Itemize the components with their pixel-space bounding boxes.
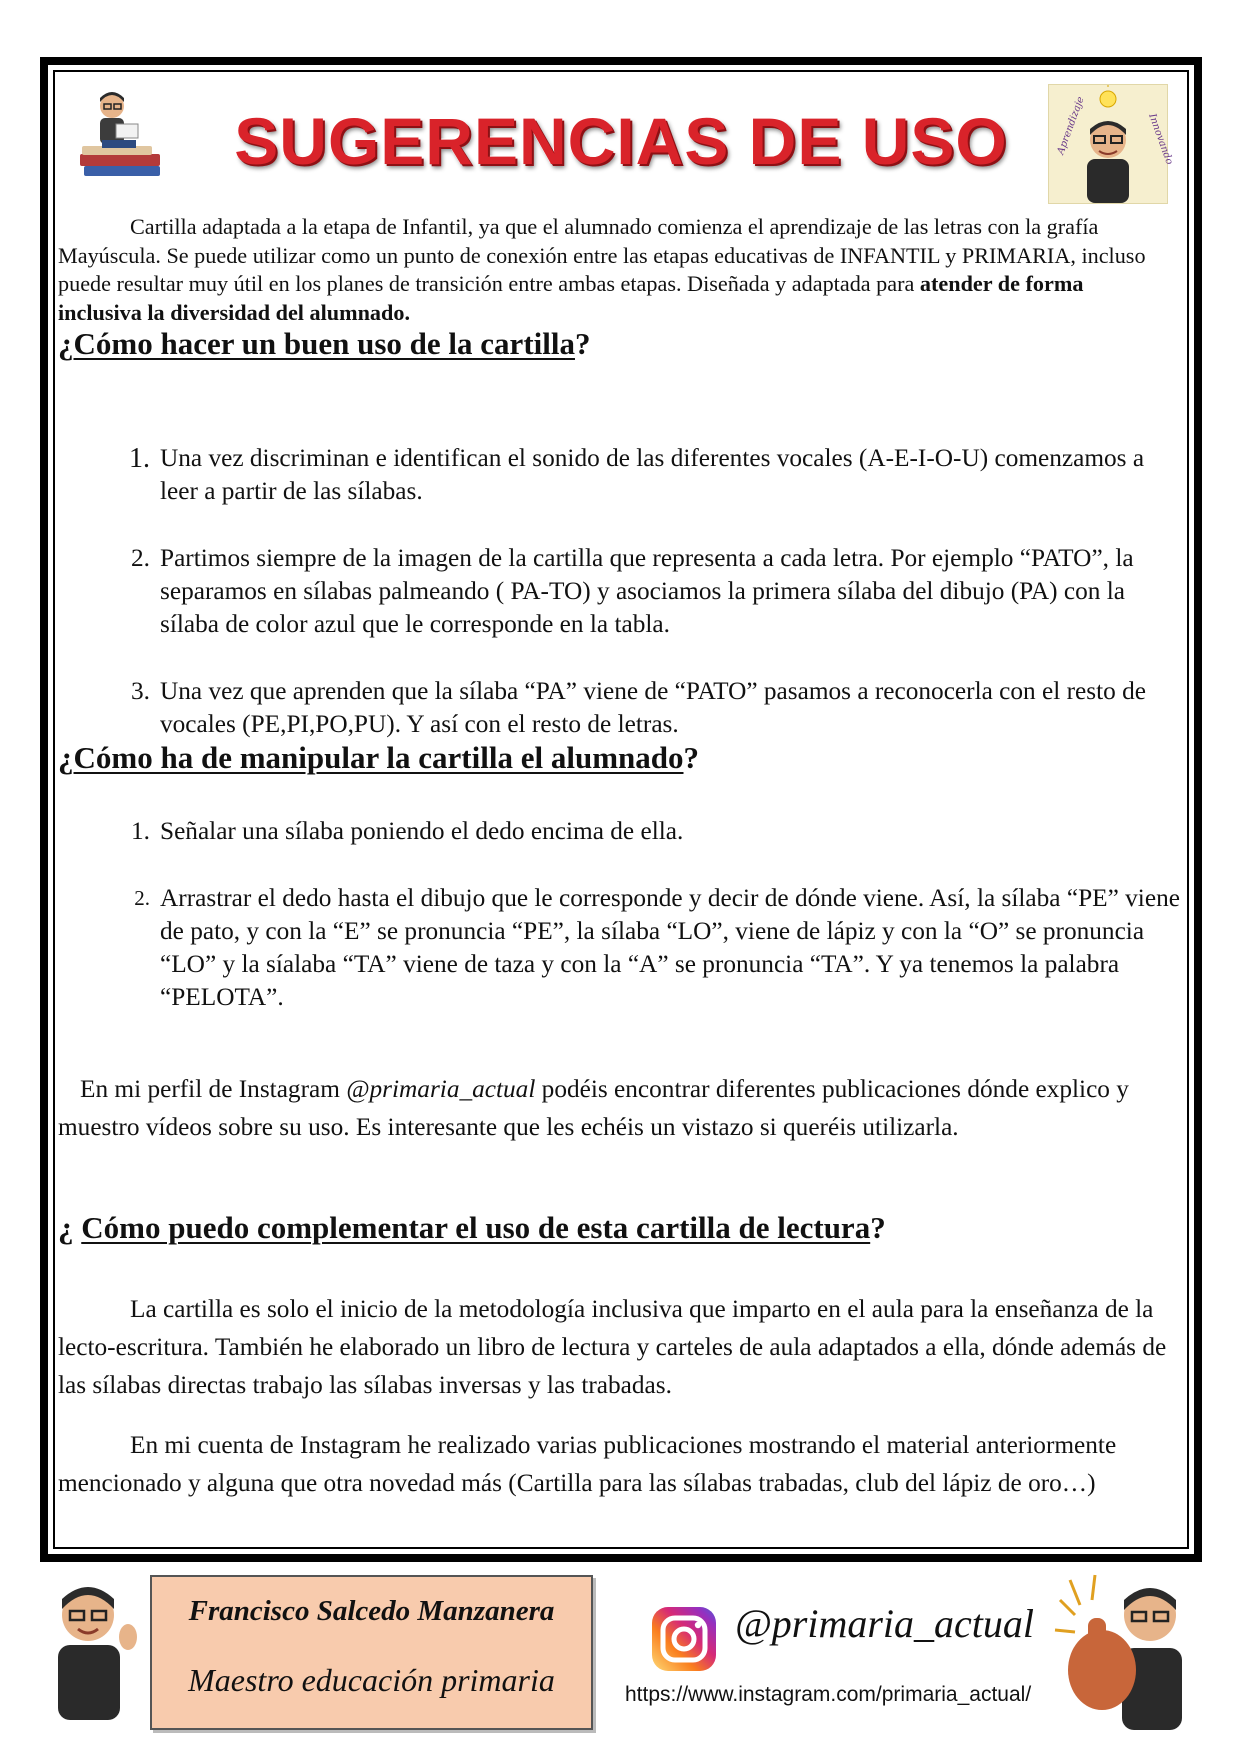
- section-2-list: [90, 882, 1180, 1014]
- bitmoji-idea-icon: [1048, 84, 1175, 204]
- section-3-text: La cartilla es solo el inicio de la metodología inclusiva que imparto en el aula para la enseñanza de la lecto-escritura. También he elaborado un libro de lectura y carteles de aula adaptados a ella, dónde además de las sílabas directas trabajo las sílabas inversas y las trabadas.: [58, 1295, 1167, 1399]
- instagram-note-text: En mi perfil de Instagram: [80, 1075, 347, 1103]
- author-role: Maestro educación primaria: [188, 1662, 555, 1698]
- instagram-url-link[interactable]: https://www.instagram.com/primaria_actual/: [625, 1683, 1032, 1706]
- section-1-heading: [58, 326, 590, 362]
- section-2-heading: [58, 740, 699, 776]
- intro-paragraph: [58, 213, 1158, 327]
- list-number: 2.: [131, 544, 150, 572]
- list-number: 1.: [131, 817, 150, 845]
- section-2-title: Cómo ha de manipular la cartilla el alumnado: [73, 740, 684, 775]
- section-3-heading: [58, 1210, 886, 1246]
- list-item-text: Arrastrar el dedo hasta el dibujo que le corresponde y decir de dónde viene. Así, la sílaba “PE” viene de pato, y con la “E” se pronuncia “PE”, la sílaba “LO”, viene de lápiz y con la “O” se pronuncia “LO” y la síalaba “TA” viene de taza y con la “A” se pronuncia “TA”. Y ya tenemos la palabra “PELOTA”.: [160, 884, 1180, 1011]
- q-open: ¿: [58, 1210, 82, 1245]
- list-item-text: Una vez discriminan e identifican el sonido de las diferentes vocales (A-E-I-O-U) comenzamos a leer a partir de las sílabas.: [160, 444, 1145, 505]
- list-item-text: Señalar una sílaba poniendo el dedo encima de ella.: [160, 817, 684, 845]
- instagram-note-text-end: podéis encontrar diferentes publicaciones dónde explico y muestro vídeos sobre su uso. Es interesante que les echéis un vistazo si queréis utilizarla.: [58, 1075, 1129, 1141]
- section-1-list: [90, 542, 1180, 641]
- author-card: [150, 1575, 593, 1730]
- instagram-handle-inline: @primaria_actual: [346, 1075, 536, 1103]
- list-item: [90, 442, 1180, 508]
- list-item: [90, 675, 1180, 741]
- bitmoji-waving-icon: [40, 1575, 140, 1720]
- section-3-text: En mi cuenta de Instagram he realizado varias publicaciones mostrando el material anteriormente mencionado y alguna que otra novedad más (Cartilla para las sílabas trabadas, club del lápiz de oro…): [58, 1431, 1117, 1497]
- q-close: ?: [683, 740, 699, 775]
- document-body: [58, 70, 1184, 1540]
- list-number: 1.: [129, 443, 150, 474]
- q-close: ?: [574, 326, 591, 361]
- instagram-note: [58, 1070, 1184, 1146]
- instagram-handle[interactable]: @primaria_actual: [735, 1601, 1035, 1646]
- q-open: ¿: [58, 740, 74, 775]
- list-number: 3.: [131, 677, 150, 705]
- badge-left-word: Aprendizaje: [1055, 95, 1087, 157]
- list-item: [90, 882, 1180, 1014]
- list-number: 2.: [134, 886, 150, 910]
- intro-text: Cartilla adaptada a la etapa de Infantil, ya que el alumnado comienza el aprendizaje de las letras con la grafía Mayúscula. Se puede utilizar como un punto de conexión entre las etapas educativas de INFANTIL y PRIMARIA, incluso puede resultar muy útil en los planes de transición entre ambas etapas. Diseñada y adaptada para: [58, 214, 1146, 296]
- intro-bold-text: atender de forma inclusiva la diversidad del alumnado.: [58, 271, 1084, 325]
- q-close: ?: [870, 1210, 886, 1245]
- list-item-text: Partimos siempre de la imagen de la cartilla que representa a cada letra. Por ejemplo “PATO”, la separamos en sílabas palmeando ( PA-TO) y asociamos la primera sílaba del dibujo (PA) con la sílaba de color azul que le corresponde en la tabla.: [160, 544, 1134, 638]
- section-2-list: [90, 815, 1180, 848]
- section-1-list: [90, 675, 1180, 741]
- badge-right-word: Innovando: [1146, 112, 1175, 167]
- section-1-title: Cómo hacer un buen uso de la cartilla: [73, 326, 575, 361]
- section-3-title: Cómo puedo complementar el uso de esta cartilla de lectura: [81, 1210, 871, 1245]
- bitmoji-thumbs-up-icon: [1050, 1570, 1200, 1730]
- section-3-paragraph: [58, 1426, 1184, 1502]
- list-item: [90, 815, 1180, 848]
- q-open: ¿: [58, 326, 74, 361]
- list-item-text: Una vez que aprenden que la sílaba “PA” viene de “PATO” pasamos a reconocerla con el resto de vocales (PE,PI,PO,PU). Y así con el resto de letras.: [160, 677, 1146, 738]
- section-3-paragraph: [58, 1290, 1184, 1404]
- author-name: Francisco Salcedo Manzanera: [188, 1595, 555, 1627]
- list-item: [90, 542, 1180, 641]
- section-1-list: [90, 442, 1180, 508]
- instagram-icon[interactable]: [650, 1605, 718, 1673]
- page-title: SUGERENCIAS DE USO: [234, 104, 1008, 178]
